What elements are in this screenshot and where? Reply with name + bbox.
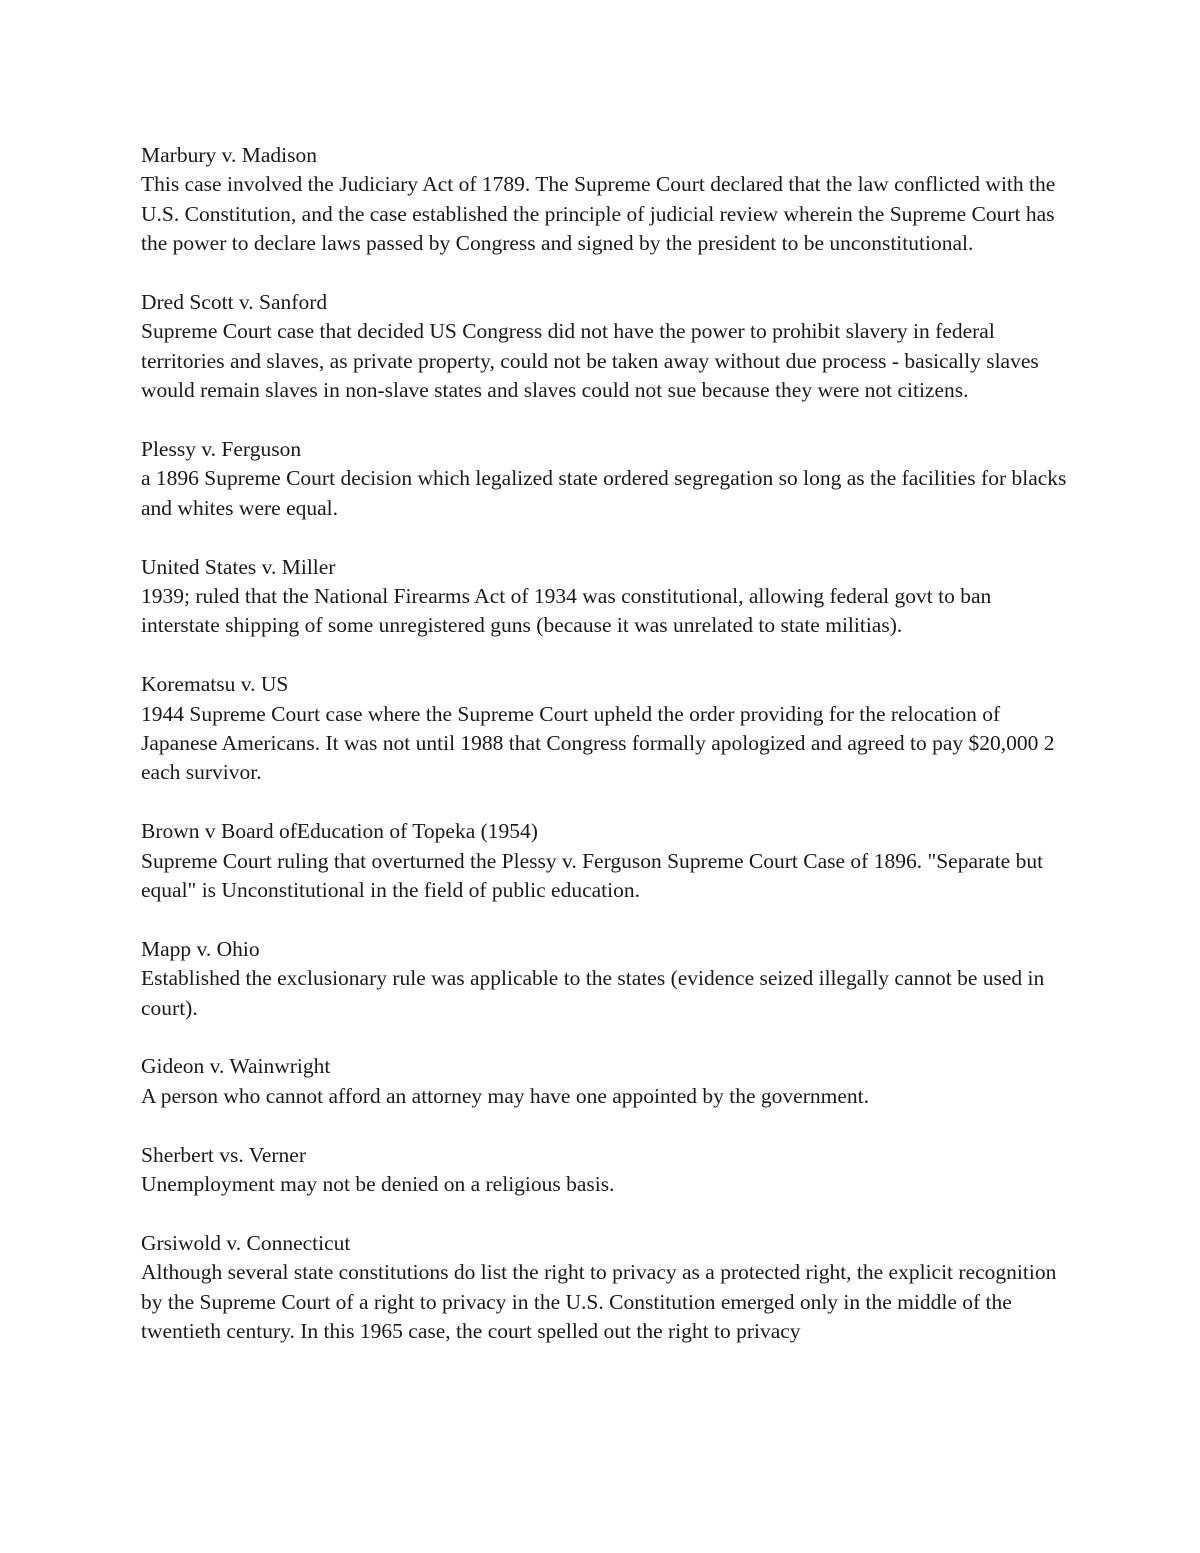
case-entry-plessy: [141, 435, 1071, 523]
case-title: Mapp v. Ohio: [141, 936, 260, 961]
case-description: a 1896 Supreme Court decision which legalized state ordered segregation so long as the facilities for blacks and whites were equal.: [141, 466, 1067, 520]
case-description: Supreme Court ruling that overturned the Plessy v. Ferguson Supreme Court Case of 1896. "Separate but equal" is Unconstitutional in the field of public education.: [141, 848, 1044, 903]
case-description: 1944 Supreme Court case where the Supreme Court upheld the order providing for the relocation of Japanese Americans. It was not until 1988 that Congress formally apologized and agreed to pay $20,000 2 each survivor.: [141, 701, 1055, 785]
case-description: Established the exclusionary rule was applicable to the states (evidence seized illegally cannot be used in court).: [141, 966, 1045, 1020]
case-entry-mapp: [141, 935, 1071, 1023]
case-title: Dred Scott v. Sanford: [141, 290, 328, 315]
case-title: Sherbert vs. Verner: [141, 1142, 306, 1167]
case-entry-dred-scott: [141, 288, 1071, 406]
case-entry-korematsu: [141, 670, 1071, 788]
case-description: A person who cannot afford an attorney may have one appointed by the government.: [141, 1083, 869, 1108]
case-title: Gideon v. Wainwright: [141, 1054, 331, 1079]
case-entry-miller: [141, 553, 1071, 641]
case-title: Brown v Board ofEducation of Topeka (1954): [141, 819, 538, 844]
case-entry-brown: [141, 817, 1071, 905]
case-title: Marbury v. Madison: [141, 143, 317, 167]
case-description: Unemployment may not be denied on a religious basis.: [141, 1172, 615, 1197]
case-entry-gideon: [141, 1052, 1071, 1111]
case-entry-griswold: [141, 1229, 1071, 1347]
case-title: Grsiwold v. Connecticut: [141, 1230, 351, 1255]
case-entry-sherbert: [141, 1141, 1071, 1200]
case-entry-marbury: [141, 141, 1071, 259]
case-description: This case involved the Judiciary Act of 1789. The Supreme Court declared that the law conflicted with the U.S. Constitution, and the case established the principle of judicial review wherein the Supreme Court has the power to declare laws passed by Congress and signed by the president to be unconstitutional.: [141, 172, 1056, 256]
case-description: Supreme Court case that decided US Congress did not have the power to prohibit slavery in federal territories and slaves, as private property, could not be taken away without due process - basically slaves would remain slaves in non-slave states and slaves could not sue because they were not citizens.: [141, 319, 1039, 403]
document-body: [141, 141, 1071, 1376]
case-description: 1939; ruled that the National Firearms Act of 1934 was constitutional, allowing federal govt to ban interstate shipping of some unregistered guns (because it was unrelated to state militias).: [141, 584, 992, 638]
case-title: United States v. Miller: [141, 554, 336, 579]
case-title: Korematsu v. US: [141, 672, 289, 697]
case-title: Plessy v. Ferguson: [141, 437, 302, 462]
case-description: Although several state constitutions do list the right to privacy as a protected right, the explicit recognition by the Supreme Court of a right to privacy in the U.S. Constitution emerged only in the middle of the twentieth century. In this 1965 case, the court spelled out the right to privacy: [141, 1260, 1057, 1344]
